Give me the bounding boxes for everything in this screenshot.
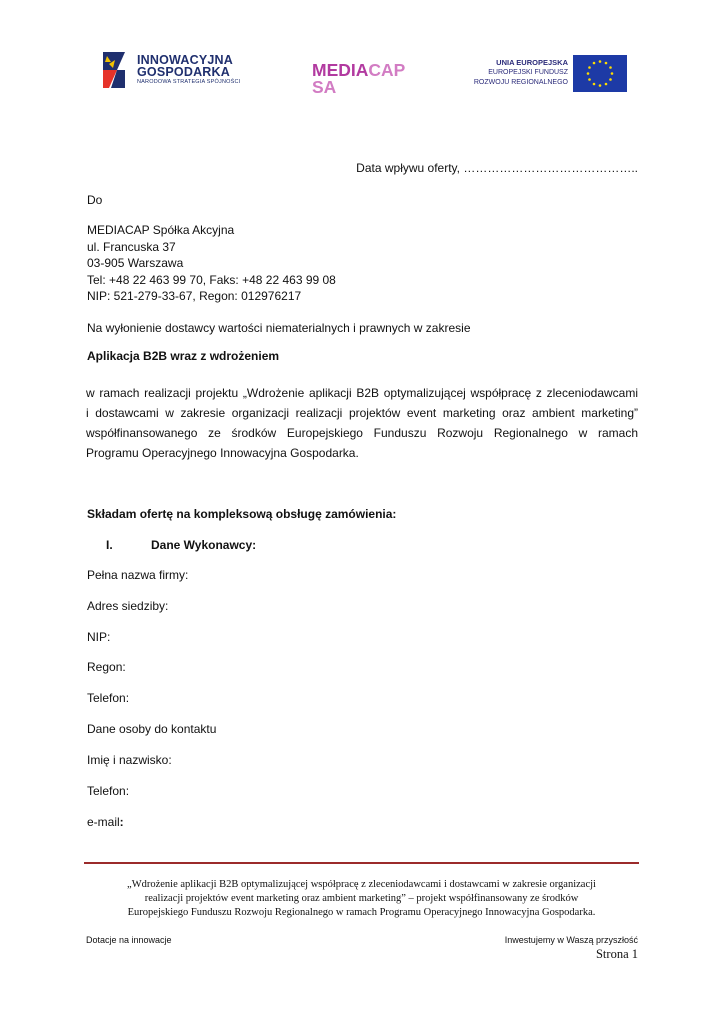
subject-heading: Aplikacja B2B wraz z wdrożeniem (87, 349, 280, 363)
address-line: MEDIACAP Spółka Akcyjna (87, 223, 235, 237)
address-line: NIP: 521-279-33-67, Regon: 012976217 (87, 289, 302, 303)
intro-text: Na wyłonienie dostawcy wartości niematerialnych i prawnych w zakresie (87, 321, 471, 335)
field-address-label: Adres siedziby: (87, 599, 169, 613)
footer-right-text: Inwestujemy w Waszą przyszłość (504, 935, 638, 945)
ig-emblem-icon (97, 48, 129, 90)
footer-rule (84, 862, 639, 864)
eu-logo-text: UNIA EUROPEJSKA EUROPEJSKI FUNDUSZ ROZWOJU REGIONALNEGO (473, 58, 568, 86)
offer-heading: Składam ofertę na kompleksową obsługę zamówienia: (87, 507, 397, 521)
field-email-label: e-mail: (87, 815, 124, 829)
address-line: Tel: +48 22 463 99 70, Faks: +48 22 463 99 08 (87, 272, 336, 287)
do-label: Do (87, 193, 103, 207)
project-paragraph: w ramach realizacji projektu „Wdrożenie aplikacji B2B optymalizującej współpracę z zleceniodawcami i dostawcami w zakresie organizacji realizacji projektów event marketing oraz ambient marketing” współfinansowanego ze środków Europejskiego Funduszu Rozwoju Regionalnego w ramach Programu Operacyjnego Innowacyjna Gospodarka. (86, 386, 638, 460)
section-number: I. (106, 538, 113, 552)
ig-subtitle: NARODOWA STRATEGIA SPÓJNOŚCI (137, 79, 241, 85)
field-contact-person-label: Dane osoby do kontaktu (87, 722, 217, 736)
field-regon-label: Regon: (87, 660, 126, 674)
address-line: ul. Francuska 37 (87, 239, 176, 254)
address-line: 03-905 Warszawa (87, 256, 184, 270)
eu-flag-icon (573, 55, 627, 92)
footer-project-quote: „Wdrożenie aplikacji B2B optymalizującej współpracę z zleceniodawcami i dostawcami w zakresie organizacji realizacji projektów event marketing oraz ambient marketing” – projekt współfinansowany ze środków Europejskiego Funduszu Rozwoju Regionalnego w ramach Programu Operacyjnego Innowacyjna Gospodarka. (127, 879, 596, 918)
field-nip-label: NIP: (87, 630, 111, 644)
page-number: Strona 1 (595, 947, 638, 961)
section-title: Dane Wykonawcy: (151, 538, 257, 552)
date-received-line: Data wpływu oferty, …………………………………….. (356, 161, 638, 175)
innowacyjna-gospodarka-logo (97, 48, 247, 92)
field-name-label: Imię i nazwisko: (87, 753, 172, 767)
ig-title: INNOWACYJNA GOSPODARKA (137, 53, 233, 79)
field-company-name-label: Pełna nazwa firmy: (87, 568, 189, 582)
field-contact-phone-label: Telefon: (87, 784, 130, 798)
field-phone-label: Telefon: (87, 691, 130, 705)
footer-left-text: Dotacje na innowacje (86, 935, 172, 945)
recipient-address (87, 222, 336, 305)
eu-logo (470, 55, 630, 95)
mediacap-logo: MEDIACAP SA (312, 60, 406, 97)
